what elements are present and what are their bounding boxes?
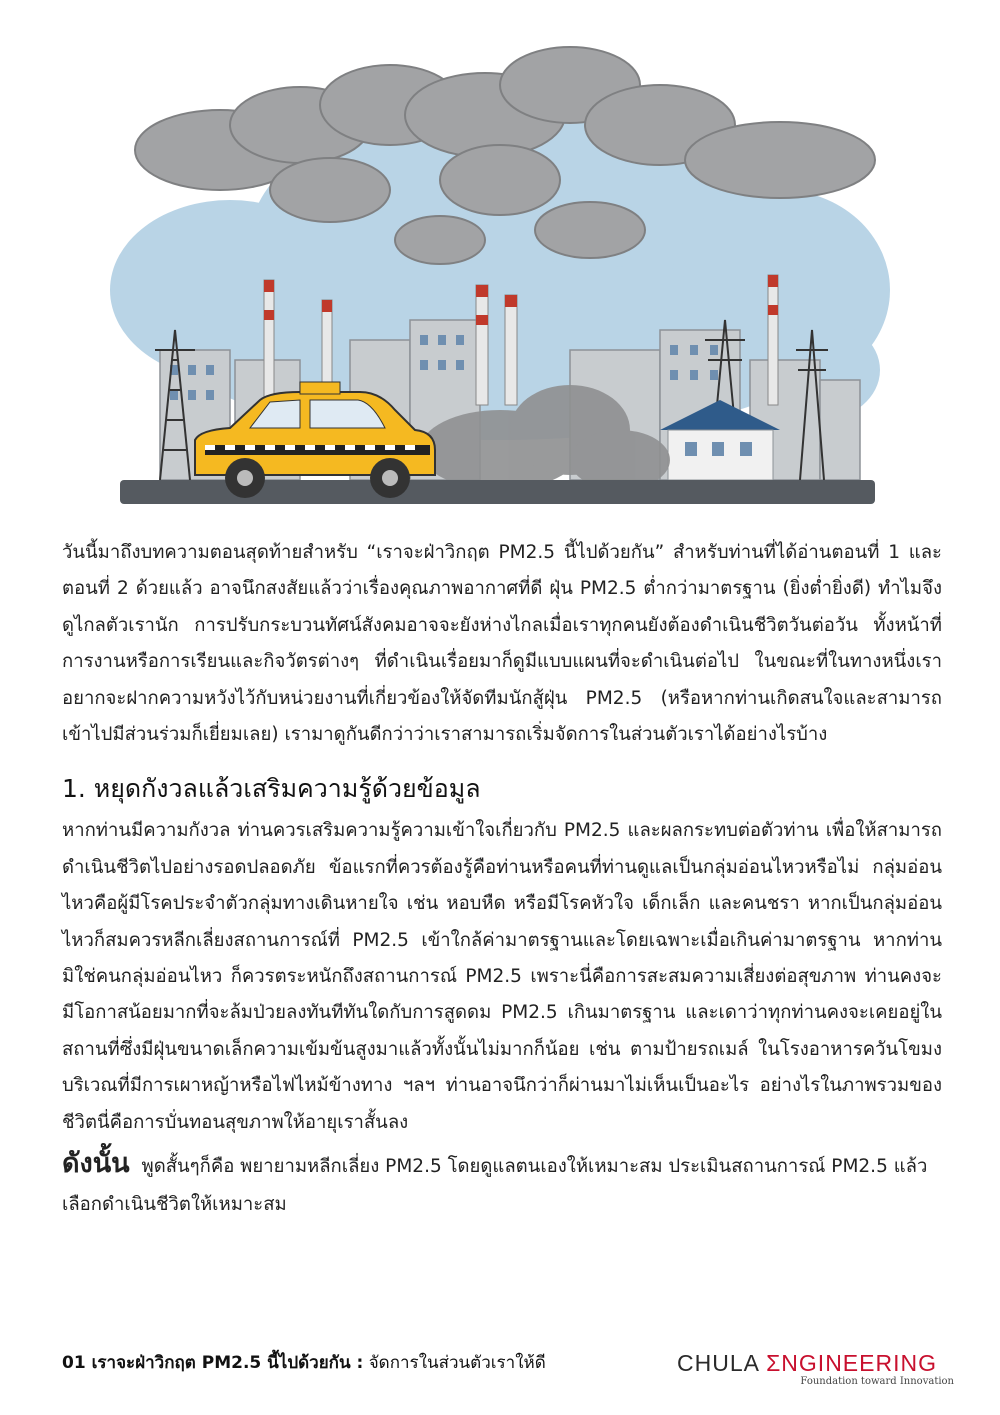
- article-body: [62, 535, 942, 1224]
- intro-section: [62, 535, 942, 753]
- intro-paragraph: วันนี้มาถึงบทความตอนสุดท้ายสำหรับ “เราจะฝ่าวิกฤต PM2.5 นี้ไปด้วยกัน” สำหรับท่านที่ได้อ่านตอนที่ 1 และ ตอนที่ 2 ด้วยแล้ว อาจนึกสงสัยแล้วว่าเรื่องคุณภาพอากาศที่ดี ฝุ่น PM2.5 ต่ำกว่ามาตรฐาน (ยิ่งต่ำยิ่งดี) ทำไมจึงดูไกลตัวเรานัก การปรับกระบวนทัศน์สังคมอาจจะยังห่างไกลเมื่อเราทุกคนยังต้องดำเนินชีวิตวันต่อวัน ทั้งหน้าที่การงานหรือการเรียนและกิจวัตรต่างๆ ที่ดำเนินเรื่อยมาก็ดูมีแบบแผนที่จะดำเนินต่อไป ในขณะที่ในทางหนึ่งเราอยากจะฝากความหวังไว้กับหน่วยงานที่เกี่ยวข้องให้จัดทีมนักสู้ฝุ่น PM2.5 (หรือหากท่านเกิดสนใจและสามารถเข้าไปมีส่วนร่วมก็เยี่ยมเลย) เรามาดูกันดีกว่าว่าเราสามารถเริ่มจัดการในส่วนตัวเราได้อย่างไรบ้าง: [62, 542, 942, 746]
- summary-lead: ดังนั้น: [62, 1148, 130, 1180]
- summary-block: [62, 1145, 942, 1224]
- summary-paragraph: [62, 1145, 942, 1224]
- footer-title: [62, 1350, 546, 1376]
- chula-engineering-logo: [677, 1350, 962, 1390]
- series-title: 01 เราจะฝ่าวิกฤต PM2.5 นี้ไปด้วยกัน :: [62, 1353, 364, 1373]
- hero-illustration: [100, 30, 900, 520]
- logo-tagline: Foundation toward Innovation: [800, 1376, 954, 1387]
- logo-wordmark: [677, 1350, 962, 1376]
- section-title: 1. หยุดกังวลแล้วเสริมความรู้ด้วยข้อมูล: [62, 774, 481, 804]
- section-1: [62, 771, 942, 1141]
- summary-text: พูดสั้นๆก็คือ พยายามหลีกเลี่ยง PM2.5 โดยดูแลตนเองให้เหมาะสม ประเมินสถานการณ์ PM2.5 แล้วเลือกดำเนินชีวิตให้เหมาะสม: [62, 1156, 928, 1216]
- section-paragraph: หากท่านมีความกังวล ท่านควรเสริมความรู้ความเข้าใจเกี่ยวกับ PM2.5 และผลกระทบต่อตัวท่าน เพื่อให้สามารถดำเนินชีวิตไปอย่างรอดปลอดภัย ข้อแรกที่ควรต้องรู้คือท่านหรือคนที่ท่านดูแลเป็นกลุ่มอ่อนไหวหรือไม่ กลุ่มอ่อนไหวคือผู้มีโรคประจำตัวกลุ่มทางเดินหายใจ เช่น หอบหืด หรือมีโรคหัวใจ เด็กเล็ก และคนชรา หากเป็นกลุ่มอ่อนไหวก็สมควรหลีกเลี่ยงสถานการณ์ที่ PM2.5 เข้าใกล้ค่ามาตรฐานและโดยเฉพาะเมื่อเกินค่ามาตรฐาน หากท่านมิใช่คนกลุ่มอ่อนไหว ก็ควรตระหนักถึงสถานการณ์ PM2.5 เพราะนี่คือการสะสมความเสี่ยงต่อสุขภาพ ท่านคงจะมีโอกาสน้อยมากที่จะล้มป่วยลงทันทีทันใดกับการสูดดม PM2.5 เกินมาตรฐาน และเดาว่าทุกท่านคงจะเคยอยู่ในสถานที่ซึ่งมีฝุ่นขนาดเล็กความเข้มข้นสูงมาแล้วทั้งนั้นไม่มากก็น้อย เช่น ตามป้ายรถเมล์ ในโรงอาหารควันโขมง บริเวณที่มีการเผาหญ้าหรือไฟไหม้ข้างทาง ฯลฯ ท่านอาจนึกว่าก็ผ่านมาไม่เห็นเป็นอะไร อย่างไรในภาพรวมของชีวิตนี่คือการบั่นทอนสุขภาพให้อายุเราสั้นลง: [62, 820, 942, 1133]
- episode-title: จัดการในส่วนตัวเราให้ดี: [368, 1353, 546, 1373]
- page-footer: [62, 1350, 962, 1400]
- air-pollution-city-illustration: [100, 30, 900, 520]
- logo-chula: CHULA: [677, 1350, 759, 1376]
- logo-engineering: ΣNGINEERING: [766, 1350, 937, 1376]
